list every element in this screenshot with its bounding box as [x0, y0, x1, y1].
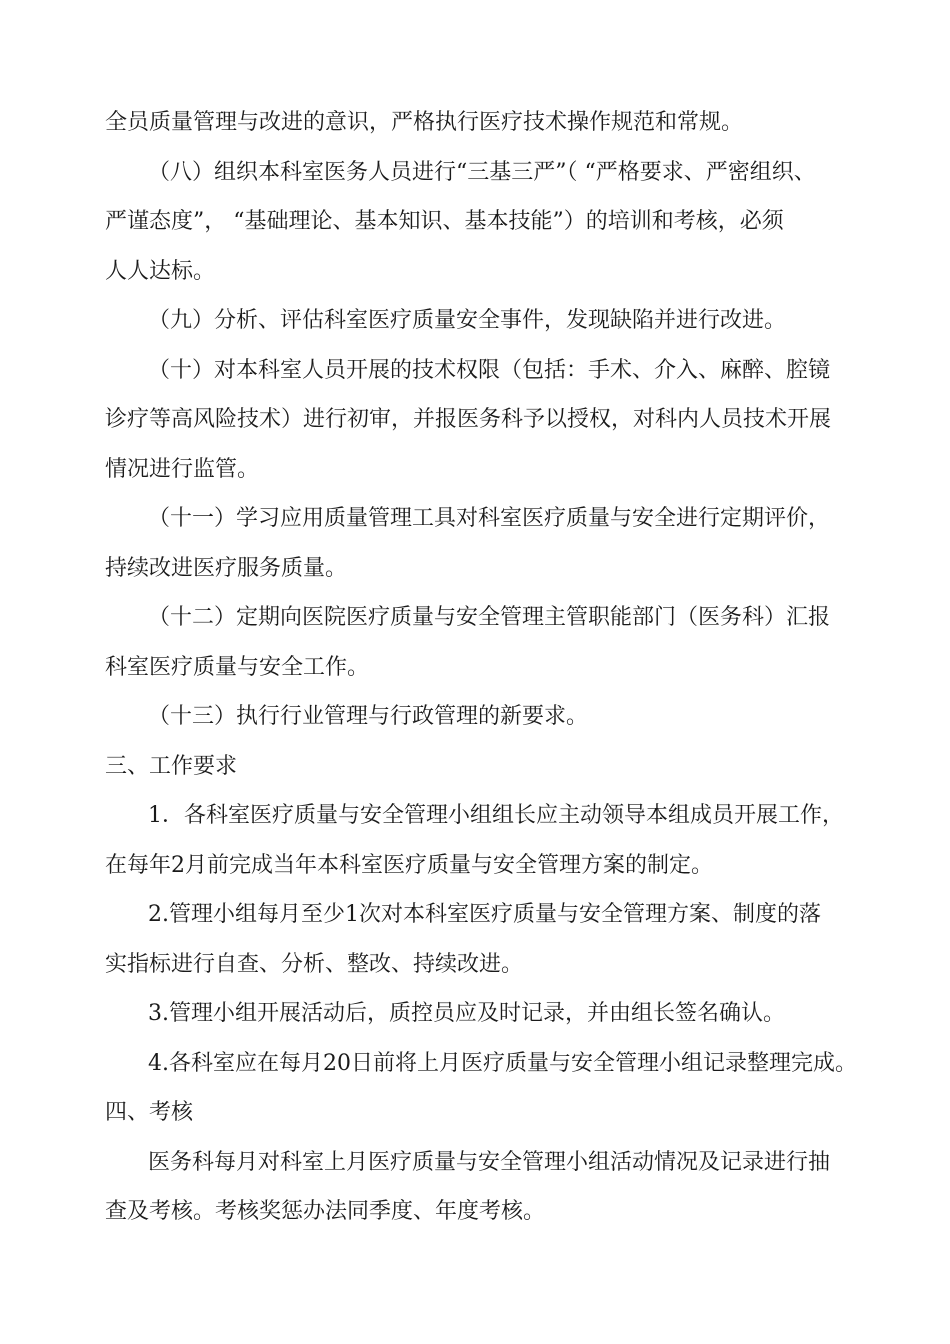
document-body: [105, 98, 865, 1237]
paragraph-line: 持续改进医疗服务质量。: [105, 555, 348, 581]
paragraph-line: （十一）学习应用质量管理工具对科室医疗质量与安全进行定期评价，: [148, 506, 831, 531]
paragraph-line: 人人达标。: [105, 258, 216, 284]
paragraph-line: （十）对本科室人员开展的技术权限（包括：手术、介入、麻醉、腔镜: [148, 357, 831, 383]
paragraph-line: （十二）定期向医院医疗质量与安全管理主管职能部门（医务科）汇报: [148, 605, 831, 630]
paragraph-line: 2.管理小组每月至少1次对本科室医疗质量与安全管理方案、制度的落: [148, 902, 821, 927]
section-heading: 四、考核: [105, 1100, 194, 1125]
paragraph-line: 严谨态度”， “基础理论、基本知识、基本技能”）的培训和考核，必须: [105, 209, 784, 234]
paragraph-line: （八）组织本科室医务人员进行“三基三严”（ “严格要求、严密组织、: [148, 159, 816, 185]
paragraph-line: 科室医疗质量与安全工作。: [105, 654, 370, 680]
paragraph-line: 医务科每月对科室上月医疗质量与安全管理小组活动情况及记录进行抽: [148, 1149, 831, 1175]
paragraph-line: 全员质量管理与改进的意识，严格执行医疗技术操作规范和常规。: [105, 110, 744, 135]
paragraph-line: （十三）执行行业管理与行政管理的新要求。: [148, 704, 589, 729]
section-heading: 三、工作要求: [105, 753, 238, 779]
paragraph-line: 查及考核。考核奖惩办法同季度、年度考核。: [105, 1199, 546, 1224]
paragraph-line: 4.各科室应在每月20日前将上月医疗质量与安全管理小组记录整理完成。: [148, 1050, 857, 1076]
paragraph-line: 1．各科室医疗质量与安全管理小组组长应主动领导本组成员开展工作，: [148, 803, 844, 828]
paragraph-line: 在每年2月前完成当年本科室医疗质量与安全管理方案的制定。: [105, 852, 713, 878]
paragraph-line: 实指标进行自查、分析、整改、持续改进。: [105, 951, 524, 977]
paragraph-line: 诊疗等高风险技术）进行初审，并报医务科予以授权，对科内人员技术开展: [105, 407, 832, 432]
paragraph-line: （九）分析、评估科室医疗质量安全事件，发现缺陷并进行改进。: [148, 308, 787, 333]
paragraph-line: 情况进行监管。: [105, 456, 260, 482]
paragraph-line: 3.管理小组开展活动后，质控员应及时记录，并由组长签名确认。: [148, 1001, 785, 1026]
